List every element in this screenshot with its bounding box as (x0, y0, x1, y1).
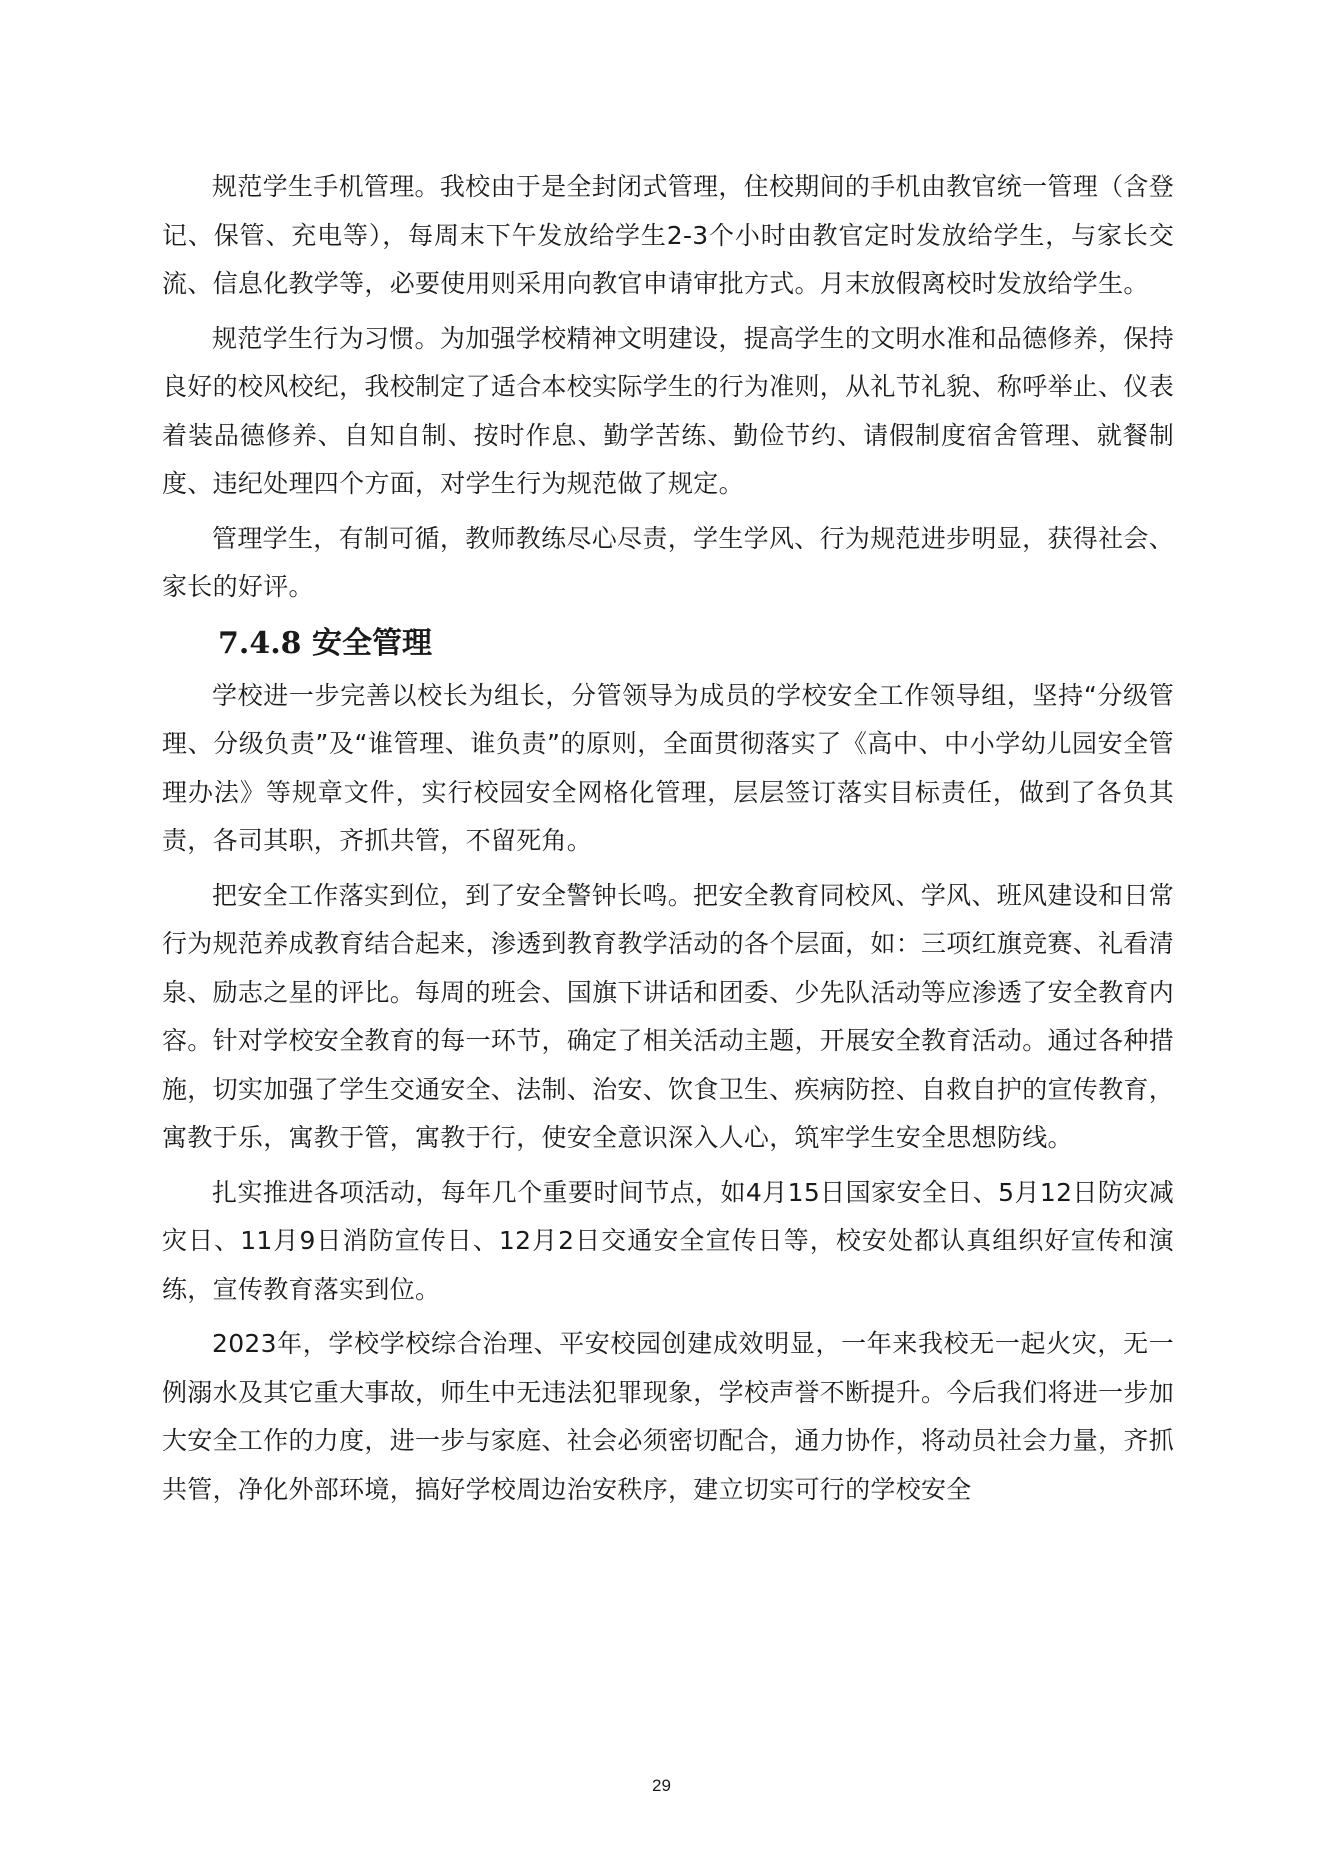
paragraph-behavior-habits: 规范学生行为习惯。为加强学校精神文明建设，提高学生的文明水准和品德修养，保持良好的校风校纪，我校制定了适合本校实际学生的行为准则，从礼节礼貌、称呼举止、仪表着装品德修养、自知自制、按时作息、勤学苦练、勤俭节约、请假制度宿舍管理、就餐制度、违纪处理四个方面，对学生行为规范做了规定。 (162, 323, 1175, 498)
page-body (162, 163, 1174, 1520)
paragraph-safety-education: 把安全工作落实到位，到了安全警钟长鸣。把安全教育同校风、学风、班风建设和日常行为规范养成教育结合起来，渗透到教育教学活动的各个层面，如：三项红旗竞赛、礼看清泉、励志之星的评比。每周的班会、国旗下讲话和团委、少先队活动等应渗透了安全教育内容。针对学校安全教育的每一环节，确定了相关活动主题，开展安全教育活动。通过各种措施，切实加强了学生交通安全、法制、治安、饮食卫生、疾病防控、自救自护的宣传教育，寓教于乐，寓教于管，寓教于行，使安全意识深入人心，筑牢学生安全思想防线。 (162, 880, 1175, 1152)
paragraph-safety-leadership: 学校进一步完善以校长为组长，分管领导为成员的学校安全工作领导组，坚持“分级管理、分级负责”及“谁管理、谁负责”的原则，全面贯彻落实了《高中、中小学幼儿园安全管理办法》等规章文件，实行校园安全网格化管理，层层签订落实目标责任，做到了各负其责，各司其职，齐抓共管，不留死角。 (162, 680, 1174, 855)
section-heading: 7.4.8 安全管理 (218, 625, 432, 661)
paragraph-safety-summary: 2023年，学校学校综合治理、平安校园创建成效明显，一年来我校无一起火灾，无一例溺水及其它重大事故，师生中无违法犯罪现象，学校声誉不断提升。今后我们将进一步加大安全工作的力度，进一步与家庭、社会必须密切配合，通力协作，将动员社会力量，齐抓共管，净化外部环境，搞好学校周边治安秩序，建立切实可行的学校安全 (162, 1329, 1175, 1504)
page-number: 29 (652, 1776, 671, 1795)
paragraph-phone-management: 规范学生手机管理。我校由于是全封闭式管理，住校期间的手机由教官统一管理（含登记、保管、充电等），每周末下午发放给学生2-3个小时由教官定时发放给学生，与家长交流、信息化教学等，必要使用则采用向教官申请审批方式。月末放假离校时发放给学生。 (162, 172, 1174, 298)
paragraph-safety-activities: 扎实推进各项活动，每年几个重要时间节点，如4月15日国家安全日、5月12日防灾减灾日、11月9日消防宣传日、12月2日交通安全宣传日等，校安处都认真组织好宣传和演练，宣传教育落实到位。 (162, 1177, 1174, 1304)
paragraph-management-result: 管理学生，有制可循，教师教练尽心尽责，学生学风、行为规范进步明显，获得社会、家长的好评。 (162, 523, 1174, 601)
